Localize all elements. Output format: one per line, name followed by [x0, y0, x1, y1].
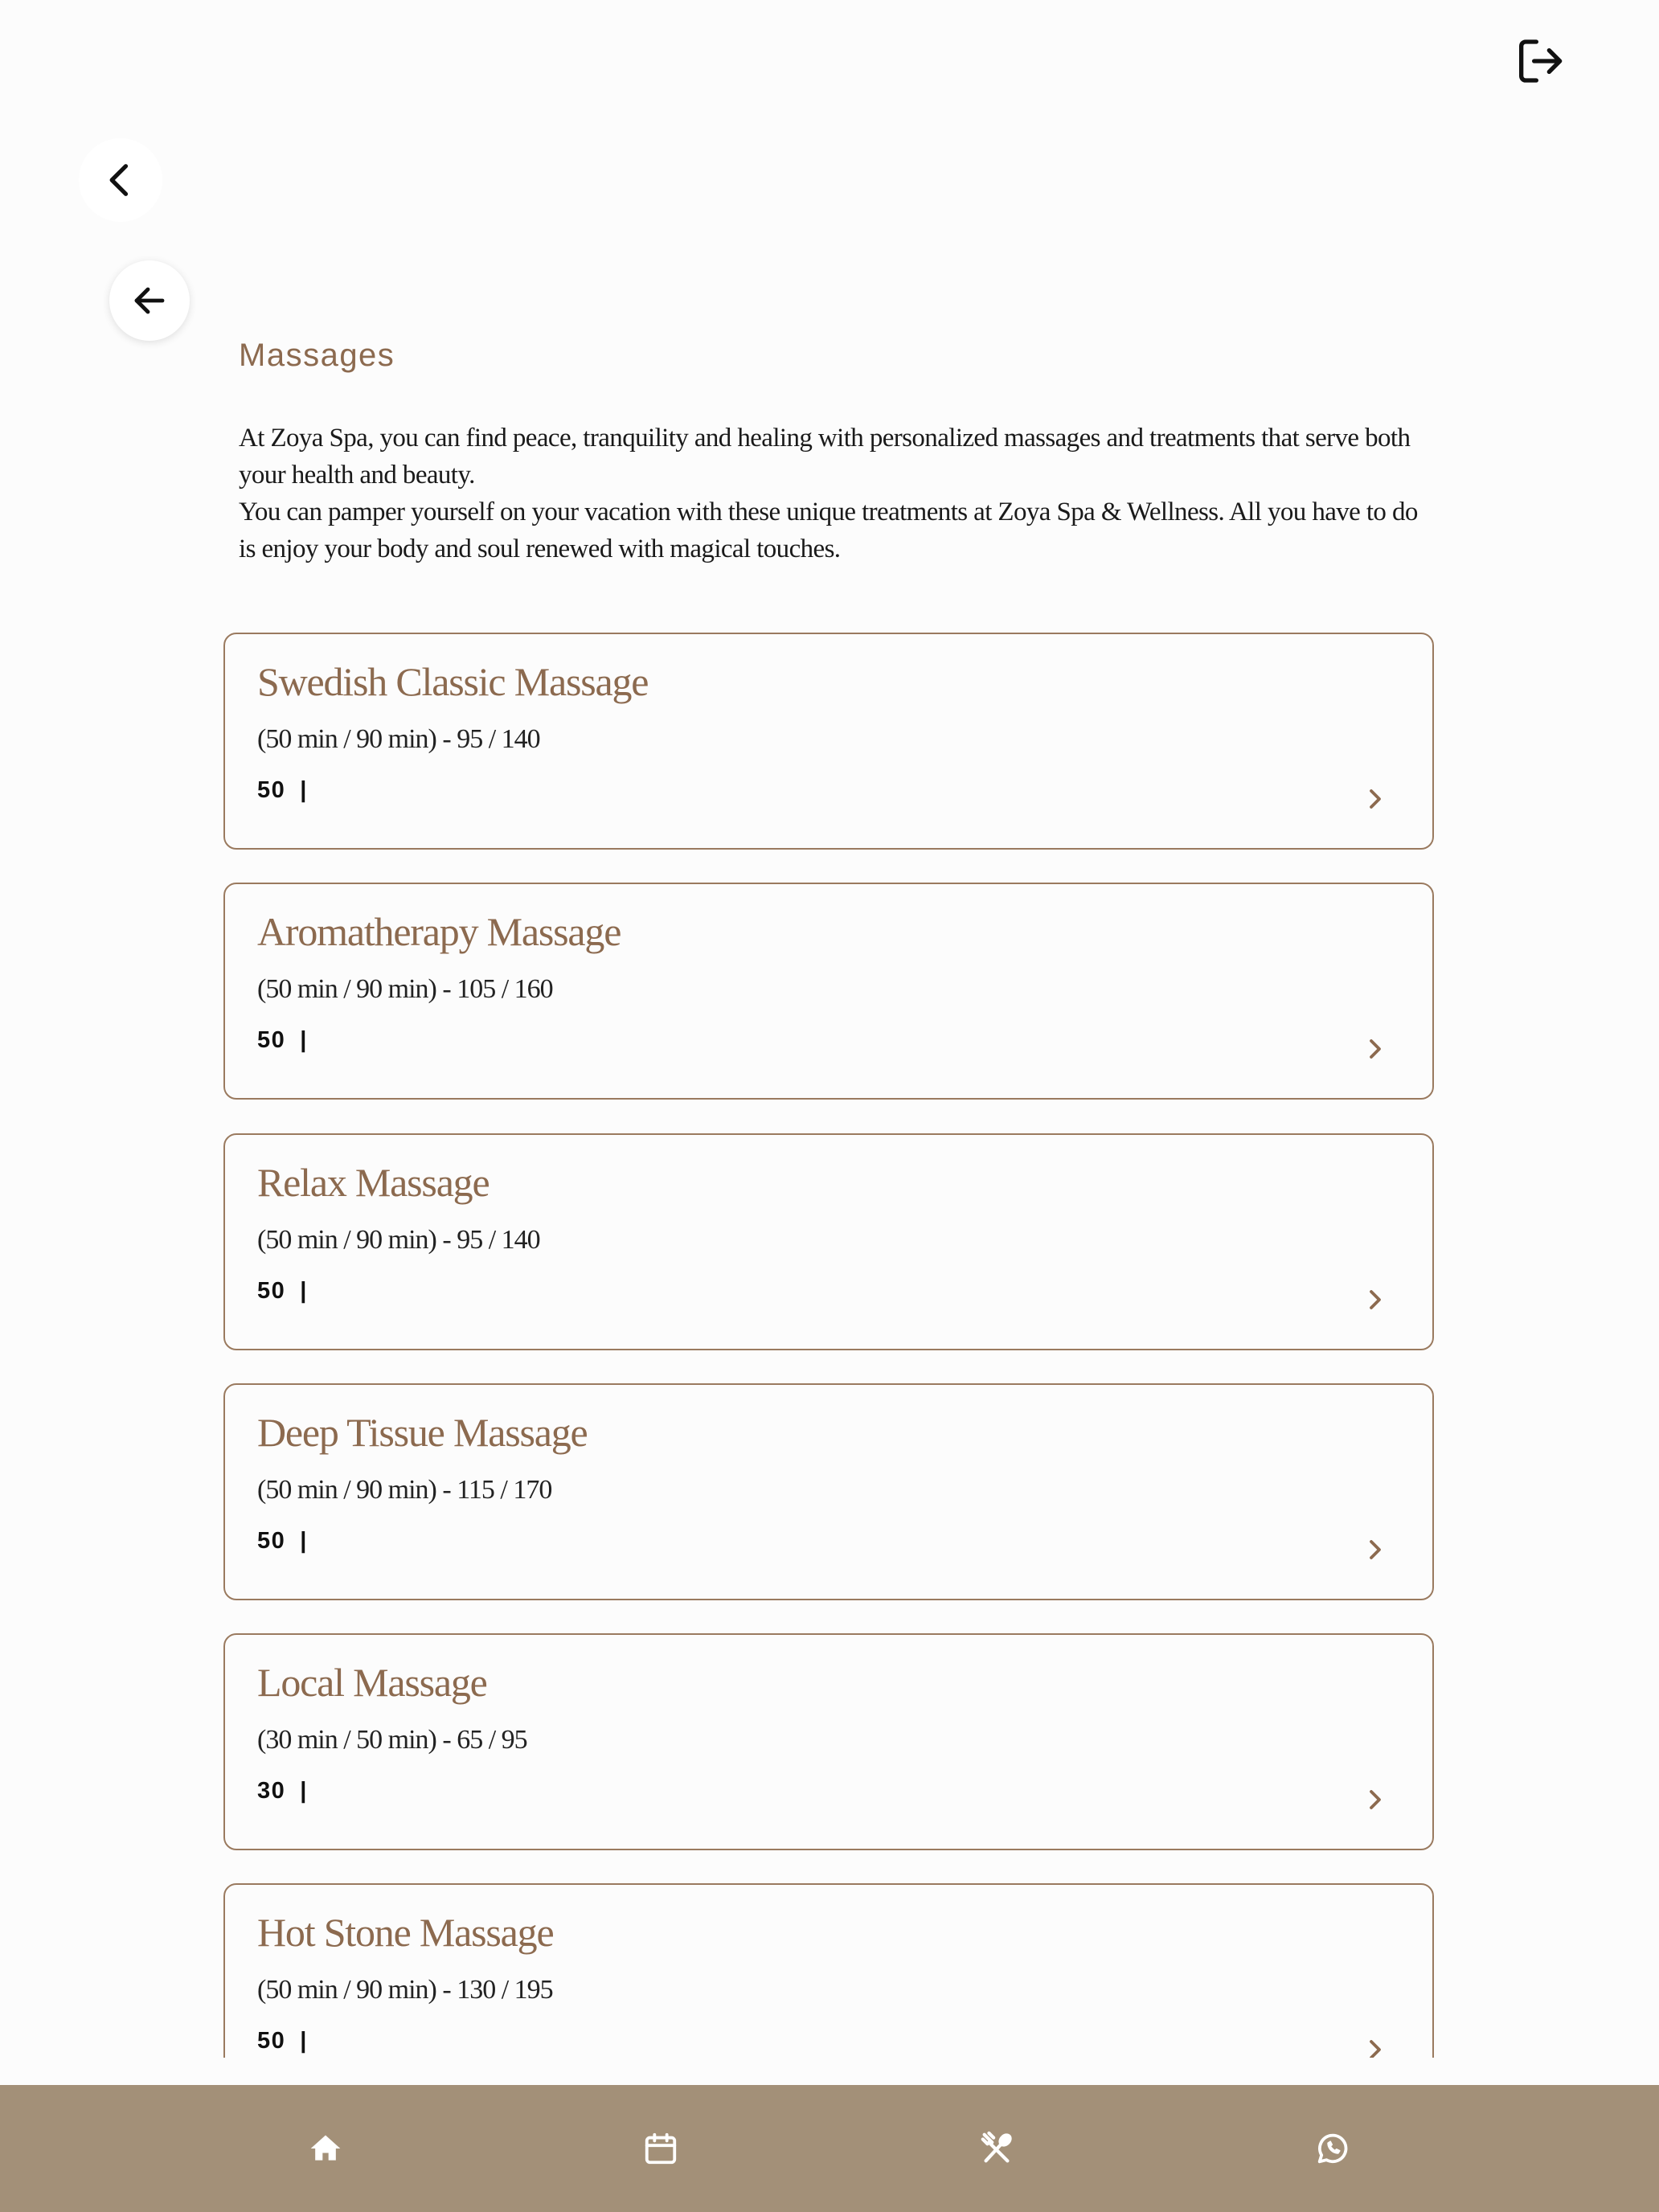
- chevron-right-icon: [1363, 1538, 1387, 1562]
- treatment-list[interactable]: [222, 631, 1439, 2058]
- nav-dining[interactable]: [948, 2085, 1045, 2212]
- logout-icon: [1513, 35, 1564, 87]
- duration-separator: |: [300, 777, 308, 803]
- chevron-right-icon: [1363, 1037, 1387, 1061]
- nav-calendar[interactable]: [612, 2085, 709, 2212]
- logout-button[interactable]: [1509, 32, 1567, 90]
- treatment-duration: [257, 1528, 308, 1555]
- duration-value: 50: [257, 1027, 286, 1053]
- treatment-card[interactable]: [223, 1633, 1434, 1850]
- intro-paragraph: You can pamper yourself on your vacation with these unique treatments at Zoya Spa & Wellness. All you have to do is enjoy your body and soul renewed with magical touches.: [239, 498, 1418, 563]
- treatment-duration: [257, 1027, 308, 1054]
- duration-separator: |: [300, 1778, 308, 1804]
- treatment-name: Swedish Classic Massage: [257, 659, 649, 704]
- calendar-icon: [642, 2130, 679, 2167]
- treatment-price: (50 min / 90 min) - 130 / 195: [257, 1975, 553, 2005]
- duration-separator: |: [300, 1528, 308, 1554]
- nav-whatsapp[interactable]: [1284, 2085, 1381, 2212]
- intro-paragraph: At Zoya Spa, you can find peace, tranquility and healing with personalized massages and treatments that serve both your health and beauty.: [239, 424, 1411, 490]
- duration-value: 30: [257, 1778, 286, 1804]
- treatment-name: Aromatherapy Massage: [257, 909, 621, 954]
- chevron-right-icon: [1363, 2038, 1387, 2058]
- treatment-duration: [257, 1278, 308, 1305]
- duration-separator: |: [300, 2028, 308, 2054]
- treatment-price: (50 min / 90 min) - 105 / 160: [257, 974, 553, 1004]
- chevron-right-icon: [1363, 787, 1387, 811]
- nav-home[interactable]: [277, 2085, 374, 2212]
- treatment-price: (50 min / 90 min) - 115 / 170: [257, 1475, 552, 1505]
- treatment-price: (30 min / 50 min) - 65 / 95: [257, 1725, 527, 1755]
- treatment-price: (50 min / 90 min) - 95 / 140: [257, 724, 540, 754]
- page-title: Massages: [239, 338, 395, 373]
- duration-value: 50: [257, 2028, 286, 2054]
- duration-value: 50: [257, 1528, 286, 1554]
- arrow-back-button[interactable]: [109, 260, 190, 341]
- arrow-left-icon: [130, 281, 169, 320]
- treatment-name: Deep Tissue Massage: [257, 1410, 588, 1455]
- chevron-right-icon: [1363, 1288, 1387, 1312]
- treatment-duration: [257, 2028, 308, 2054]
- bottom-nav: [0, 2085, 1659, 2212]
- home-icon: [308, 2131, 343, 2166]
- chevron-back-button[interactable]: [79, 138, 162, 222]
- whatsapp-icon: [1314, 2130, 1351, 2167]
- treatment-card[interactable]: [223, 633, 1434, 850]
- treatment-price: (50 min / 90 min) - 95 / 140: [257, 1225, 540, 1255]
- duration-separator: |: [300, 1027, 308, 1053]
- intro-text: [239, 420, 1428, 567]
- treatment-card[interactable]: [223, 883, 1434, 1100]
- chevron-right-icon: [1363, 1788, 1387, 1812]
- treatment-name: Local Massage: [257, 1660, 487, 1705]
- duration-value: 50: [257, 777, 286, 803]
- treatment-duration: [257, 777, 308, 804]
- treatment-card[interactable]: [223, 1883, 1434, 2058]
- fork-spoon-icon: [978, 2130, 1015, 2167]
- duration-value: 50: [257, 1278, 286, 1304]
- treatment-card[interactable]: [223, 1383, 1434, 1600]
- treatment-name: Relax Massage: [257, 1160, 490, 1205]
- treatment-duration: [257, 1778, 308, 1804]
- treatment-name: Hot Stone Massage: [257, 1910, 554, 1955]
- treatment-card[interactable]: [223, 1133, 1434, 1350]
- duration-separator: |: [300, 1278, 308, 1304]
- chevron-left-icon: [100, 159, 141, 201]
